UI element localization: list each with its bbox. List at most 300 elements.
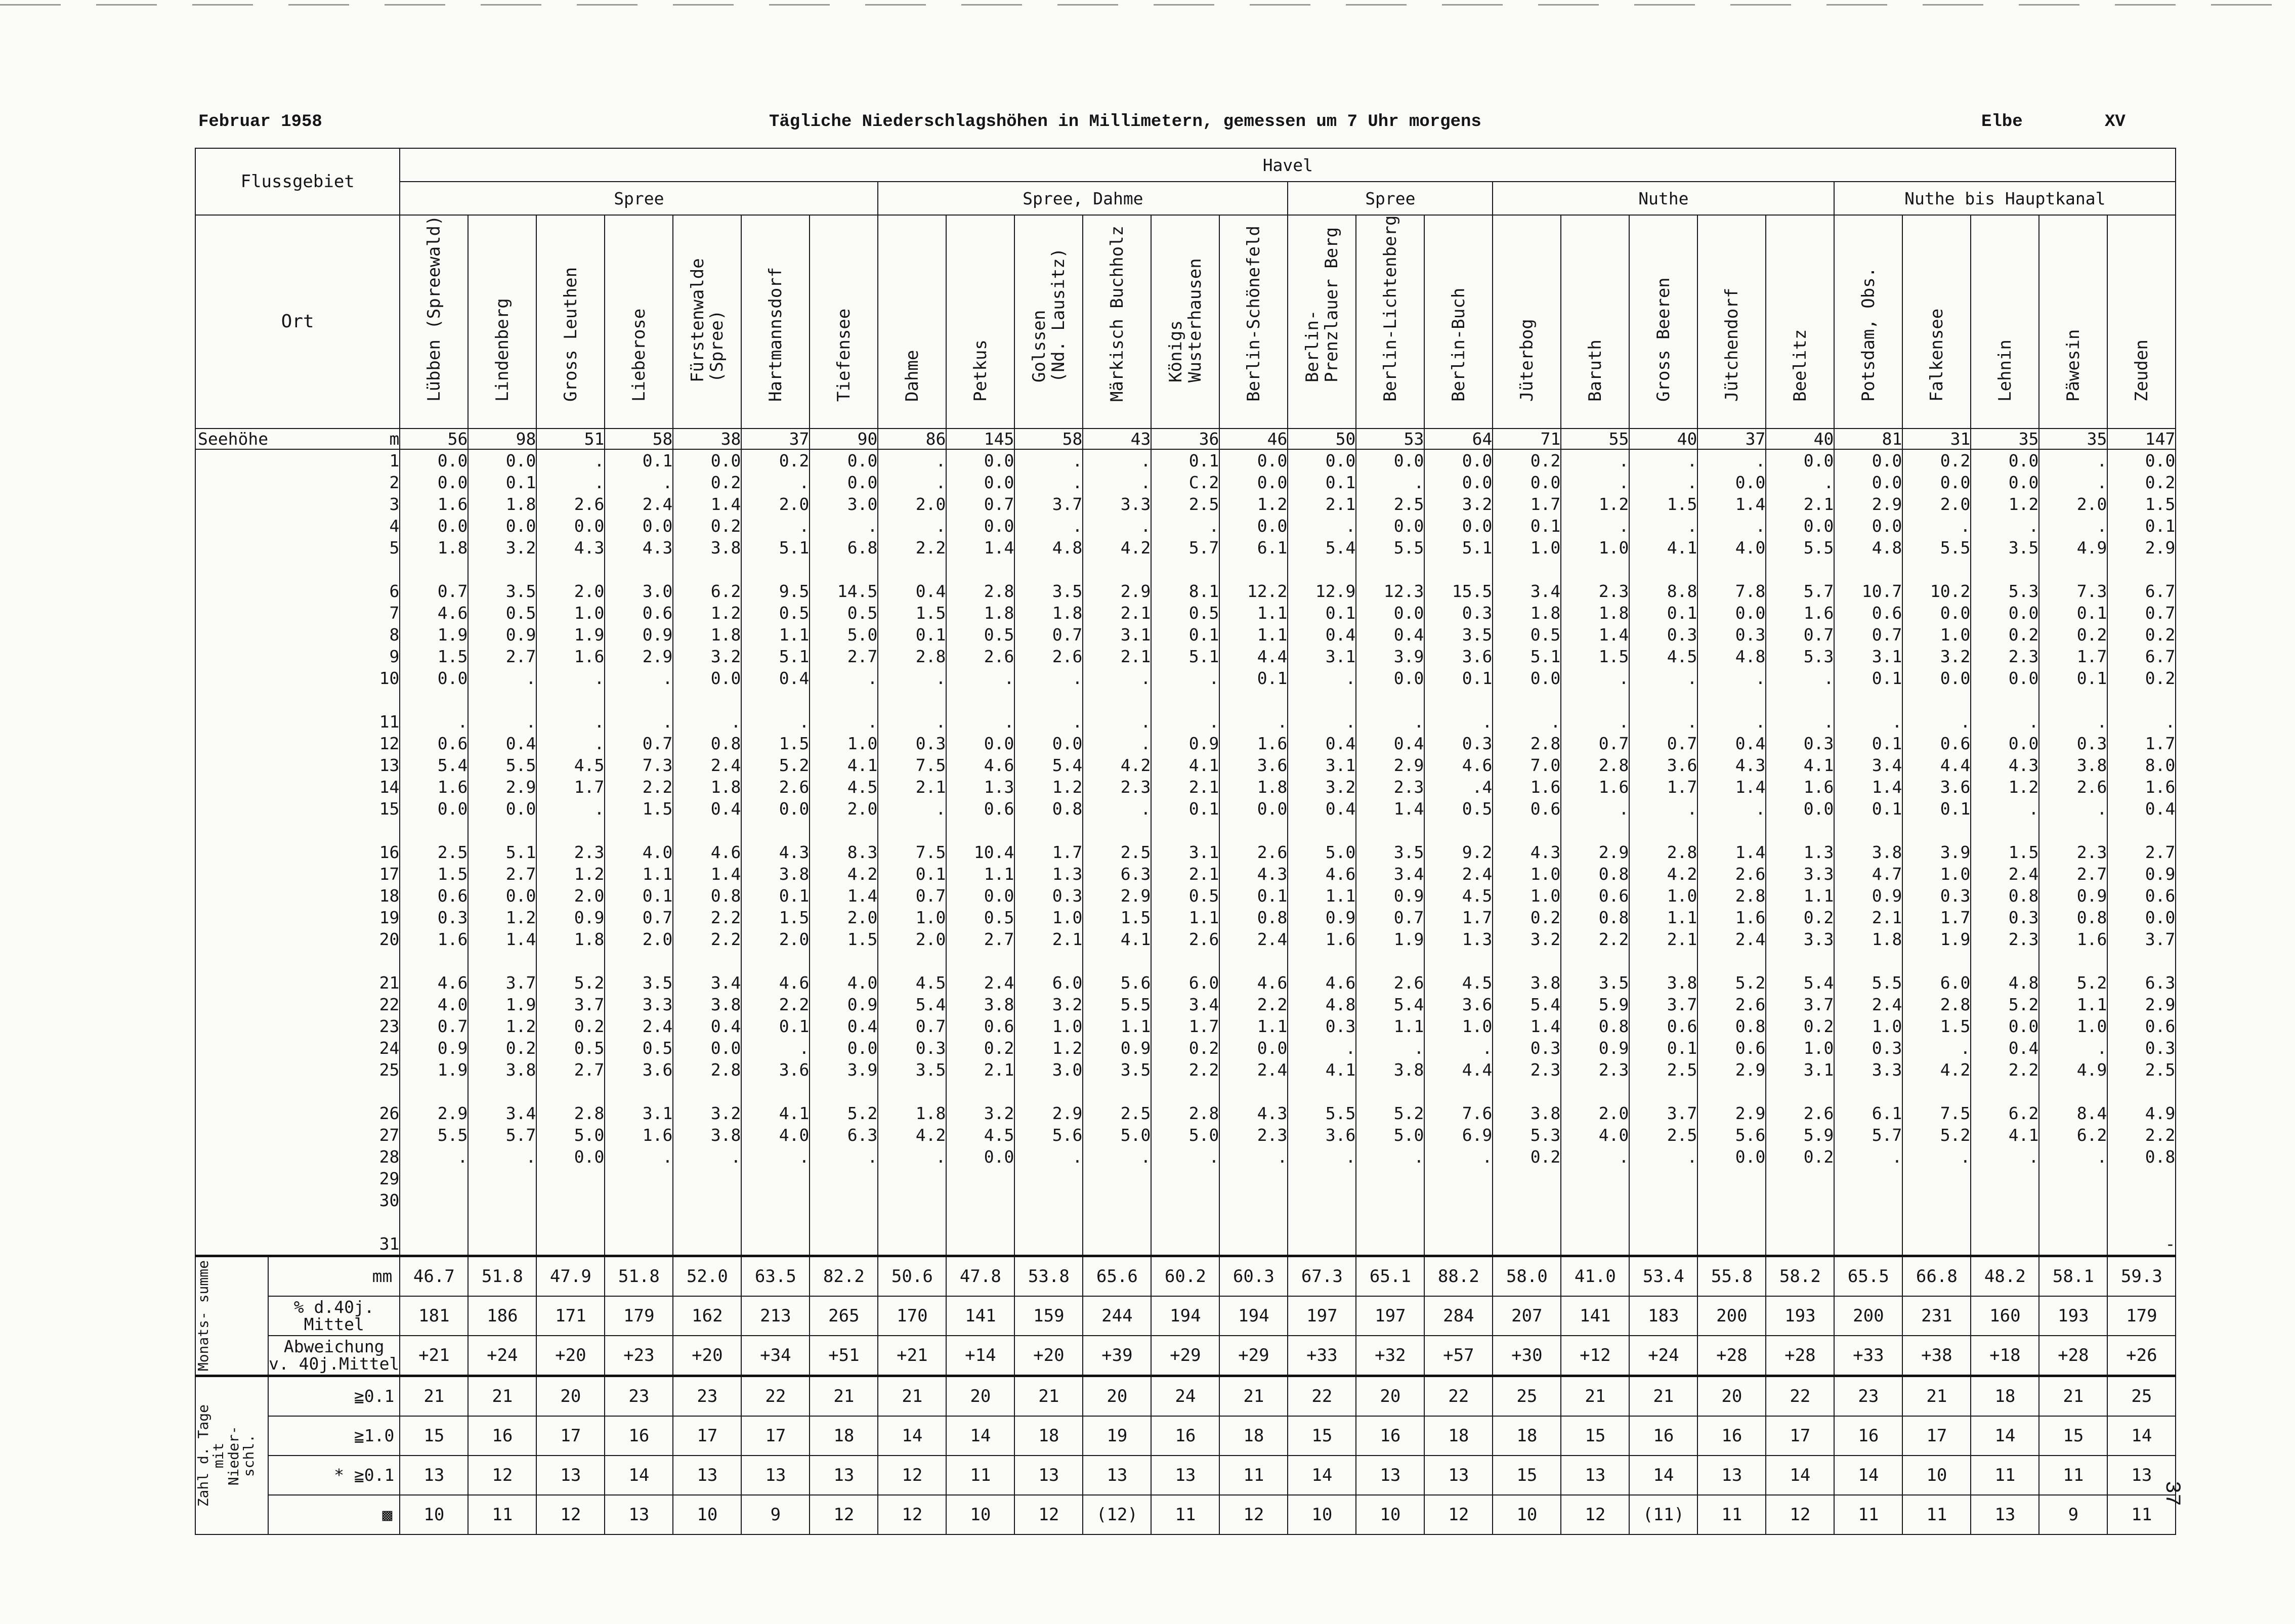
- station-name-11: [1151, 215, 1219, 429]
- station-d10: 16: [605, 1416, 673, 1456]
- station-snow: 11: [1971, 1456, 2039, 1495]
- station-name-16: [1493, 215, 1561, 429]
- station-hail: 9: [2039, 1495, 2107, 1534]
- station-name-text: Lübben (Spreewald): [423, 215, 444, 402]
- station-name-text: Berlin-Lichtenberg: [1380, 215, 1400, 402]
- station-elevation: 64: [1424, 429, 1493, 449]
- station-daily-values: 0.2 0.0 1.7 0.1 1.0 3.4 1.8 0.5 5.1 0.0 . 2.8 7.0 1.6 0.6 4.3 1.0 1.0 0.2 3.2 3.8 5.4 1.4 0.3 2.3 3.8 5.3 0.2: [1493, 449, 1561, 1256]
- station-snow: 13: [741, 1456, 810, 1495]
- station-abw: +14: [946, 1336, 1014, 1376]
- station-d10: 15: [1288, 1416, 1356, 1456]
- station-pct: 159: [1014, 1296, 1083, 1336]
- station-pct: 181: [400, 1296, 468, 1336]
- station-name-text: Tiefensee: [833, 308, 854, 402]
- station-snow: 14: [1834, 1456, 1902, 1495]
- station-name-24: [2039, 215, 2107, 429]
- seehoehe-label: Seehöhe: [195, 429, 268, 449]
- river-group-3: Nuthe: [1493, 182, 1834, 215]
- station-name-7: [878, 215, 946, 429]
- station-mm: 53.4: [1629, 1256, 1697, 1297]
- station-daily-values: . . 2.0 . 2.2 0.4 1.5 0.1 2.8 . . 0.3 7.5 2.1 . 7.5 0.1 0.7 1.0 2.0 4.5 5.4 0.7 0.3 3.5 1.8 4.2 .: [878, 449, 946, 1256]
- station-name-text: Gross Leuthen: [560, 267, 581, 402]
- station-name-22: [1902, 215, 1971, 429]
- station-snow: 13: [810, 1456, 878, 1495]
- station-daily-values: . . 3.7 . 4.8 3.5 1.8 0.7 2.6 . . 0.0 5.4 1.2 0.8 1.7 1.3 0.3 1.0 2.1 6.0 3.2 1.0 1.2 3.0 2.9 5.6 .: [1014, 449, 1083, 1256]
- station-hail: 12: [536, 1495, 605, 1534]
- station-abw: +28: [1766, 1336, 1834, 1376]
- station-mm: 82.2: [810, 1256, 878, 1297]
- station-abw: +38: [1902, 1336, 1971, 1376]
- station-daily-values: 0.2 0.0 2.0 . 5.5 10.2 0.0 1.0 3.2 0.0 . 0.6 4.4 3.6 0.1 3.9 1.0 0.3 1.7 1.9 6.0 2.8 1.5 . 4.2 7.5 5.2 .: [1902, 449, 1971, 1256]
- station-mm: 48.2: [1971, 1256, 2039, 1297]
- river-group-0: Spree: [400, 182, 878, 215]
- station-abw: +28: [1697, 1336, 1766, 1376]
- station-elevation: 36: [1151, 429, 1219, 449]
- station-elevation: 145: [946, 429, 1014, 449]
- station-hail: 13: [1971, 1495, 2039, 1534]
- monatssumme-label: Monats- summe: [195, 1256, 268, 1376]
- station-hail: 12: [810, 1495, 878, 1534]
- station-d01: 22: [741, 1376, 810, 1417]
- station-abw: +12: [1561, 1336, 1629, 1376]
- station-daily-values: 0.0 0.0 1.6 0.0 1.8 0.7 4.6 1.9 1.5 0.0 . 0.6 5.4 1.6 0.0 2.5 1.5 0.6 0.3 1.6 4.6 4.0 0.7 0.9 1.9 2.9 5.5 .: [400, 449, 468, 1256]
- station-d10: 15: [1561, 1416, 1629, 1456]
- header-basin: Elbe: [1981, 112, 2023, 132]
- station-name-12: [1219, 215, 1288, 429]
- station-d10: 19: [1083, 1416, 1151, 1456]
- station-pct: 179: [2107, 1296, 2176, 1336]
- station-abw: +30: [1493, 1336, 1561, 1376]
- abweichung-label: Abweichung v. 40j.Mittel: [268, 1336, 400, 1376]
- station-elevation: 40: [1629, 429, 1697, 449]
- station-elevation: 56: [400, 429, 468, 449]
- station-daily-values: . 0.0 1.4 . 4.0 7.8 0.0 0.3 4.8 . . 0.4 4.3 1.4 . 1.4 2.6 2.8 1.6 2.4 5.2 2.6 0.8 0.6 2.9 2.9 5.6 0.0: [1697, 449, 1766, 1256]
- station-pct: 200: [1834, 1296, 1902, 1336]
- station-d10: 18: [1493, 1416, 1561, 1456]
- station-abw: +51: [810, 1336, 878, 1376]
- station-name-text: Hartmannsdorf: [765, 267, 786, 402]
- station-elevation: 98: [468, 429, 536, 449]
- station-d01: 23: [1834, 1376, 1902, 1417]
- station-d01: 21: [400, 1376, 468, 1417]
- station-name-text: Fürstenwalde (Spree): [687, 258, 727, 382]
- station-d01: 21: [1014, 1376, 1083, 1417]
- station-daily-values: 0.0 0.0 3.2 0.0 5.1 15.5 0.3 3.5 3.6 0.1 . 0.3 4.6 .4 0.5 9.2 2.4 4.5 1.7 1.3 4.5 3.6 1.0 . 4.4 7.6 6.9 .: [1424, 449, 1493, 1256]
- station-abw: +39: [1083, 1336, 1151, 1376]
- station-hail: 12: [1424, 1495, 1493, 1534]
- station-daily-values: 0.2 . 2.0 . 5.1 9.5 0.5 1.1 5.1 0.4 . 1.5 5.2 2.6 0.0 4.3 3.8 0.1 1.5 2.0 4.6 2.2 0.1 . 3.6 4.1 4.0 .: [741, 449, 810, 1256]
- header-roman-numeral: XV: [2105, 112, 2126, 132]
- station-elevation: 51: [536, 429, 605, 449]
- station-name-14: [1356, 215, 1424, 429]
- station-mm: 41.0: [1561, 1256, 1629, 1297]
- station-hail: (12): [1083, 1495, 1151, 1534]
- station-elevation: 50: [1288, 429, 1356, 449]
- river-group-4: Nuthe bis Hauptkanal: [1834, 182, 2176, 215]
- station-name-2: [536, 215, 605, 429]
- station-mm: 47.9: [536, 1256, 605, 1297]
- station-name-19: [1697, 215, 1766, 429]
- station-name-15: [1424, 215, 1493, 429]
- station-name-25: [2107, 215, 2176, 429]
- station-name-text: Königs Wusterhausen: [1165, 258, 1205, 382]
- station-hail: 13: [605, 1495, 673, 1534]
- station-d01: 21: [1629, 1376, 1697, 1417]
- station-mm: 46.7: [400, 1256, 468, 1297]
- station-d01: 20: [536, 1376, 605, 1417]
- station-d01: 20: [1356, 1376, 1424, 1417]
- station-snow: 11: [946, 1456, 1014, 1495]
- station-d10: 17: [536, 1416, 605, 1456]
- station-abw: +20: [536, 1336, 605, 1376]
- station-mm: 58.1: [2039, 1256, 2107, 1297]
- station-snow: 14: [1766, 1456, 1834, 1495]
- station-d01: 21: [468, 1376, 536, 1417]
- top-rule: [0, 4, 2295, 6]
- station-pct: 265: [810, 1296, 878, 1336]
- station-hail: 10: [673, 1495, 741, 1534]
- station-daily-values: 0.0 0.0 1.2 . 3.5 5.3 0.0 0.2 2.3 0.0 . 0.0 4.3 1.2 . 1.5 2.4 0.8 0.3 2.3 4.8 5.2 0.0 0.4 2.2 6.2 4.1 .: [1971, 449, 2039, 1256]
- station-pct: 171: [536, 1296, 605, 1336]
- station-d10: 15: [2039, 1416, 2107, 1456]
- station-pct: 141: [946, 1296, 1014, 1336]
- ge10-label: ≧1.0: [268, 1416, 400, 1456]
- station-d10: 16: [1629, 1416, 1697, 1456]
- station-snow: 13: [1151, 1456, 1219, 1495]
- station-name-text: Jütchendorf: [1721, 287, 1742, 402]
- station-daily-values: . . 3.3 . 4.2 2.9 2.1 3.1 2.1 . . . 4.2 2.3 . 2.5 6.3 2.9 1.5 4.1 5.6 5.5 1.1 0.9 3.5 2.5 5.0 .: [1083, 449, 1151, 1256]
- station-elevation: 31: [1902, 429, 1971, 449]
- seehoehe-unit: m: [268, 429, 400, 449]
- station-name-text: Lehnin: [1994, 339, 2015, 402]
- station-pct: 207: [1493, 1296, 1561, 1336]
- station-d10: 16: [1697, 1416, 1766, 1456]
- station-daily-values: . . 2.0 . 4.9 7.3 0.1 0.2 1.7 0.1 . 0.3 3.8 2.6 . 2.3 2.7 0.9 0.8 1.6 5.2 1.1 1.0 . 4.9 8.4 6.2 .: [2039, 449, 2107, 1256]
- station-hail: 10: [1288, 1495, 1356, 1534]
- station-d10: 17: [741, 1416, 810, 1456]
- station-d01: 25: [1493, 1376, 1561, 1417]
- day-numbers: 1 2 3 4 5 6 7 8 9 10 11 12 13 14 15 16 17 18 19 20 21 22 23 24 25 26 27 28 29 30 31: [195, 449, 400, 1256]
- station-daily-values: . . 2.6 0.0 4.3 2.0 1.0 1.9 1.6 . . . 4.5 1.7 . 2.3 1.2 2.0 0.9 1.8 5.2 3.7 0.2 0.5 2.7 2.8 5.0 0.0: [536, 449, 605, 1256]
- station-mm: 65.1: [1356, 1256, 1424, 1297]
- ort-label: Ort: [195, 215, 400, 429]
- station-daily-values: 0.0 0.2 1.4 0.2 3.8 6.2 1.2 1.8 3.2 0.0 . 0.8 2.4 1.8 0.4 4.6 1.4 0.8 2.2 2.2 3.4 3.8 0.4 0.0 2.8 3.2 3.8 .: [673, 449, 741, 1256]
- havel-header: Havel: [400, 148, 2176, 182]
- station-mm: 47.8: [946, 1256, 1014, 1297]
- station-abw: +21: [400, 1336, 468, 1376]
- station-d01: 20: [946, 1376, 1014, 1417]
- station-hail: 10: [1493, 1495, 1561, 1534]
- station-elevation: 81: [1834, 429, 1902, 449]
- station-d10: 18: [1219, 1416, 1288, 1456]
- station-snow: 11: [2039, 1456, 2107, 1495]
- station-name-9: [1014, 215, 1083, 429]
- station-mm: 51.8: [605, 1256, 673, 1297]
- station-pct: 213: [741, 1296, 810, 1336]
- station-snow: 13: [673, 1456, 741, 1495]
- station-name-text: Dahme: [902, 350, 922, 402]
- station-name-text: Päwesin: [2063, 329, 2084, 402]
- station-d01: 20: [1083, 1376, 1151, 1417]
- station-elevation: 71: [1493, 429, 1561, 449]
- station-snow: 13: [1083, 1456, 1151, 1495]
- station-snow: 15: [1493, 1456, 1561, 1495]
- station-snow: 11: [1219, 1456, 1288, 1495]
- river-group-2: Spree: [1288, 182, 1493, 215]
- station-name-text: Zeuden: [2131, 339, 2152, 402]
- station-d01: 18: [1971, 1376, 2039, 1417]
- station-pct: 193: [2039, 1296, 2107, 1336]
- station-name-text: Berlin-Schönefeld: [1243, 226, 1264, 402]
- station-snow: 14: [1288, 1456, 1356, 1495]
- station-d01: 25: [2107, 1376, 2176, 1417]
- station-name-text: Lindenberg: [492, 298, 513, 402]
- station-hail: 12: [1766, 1495, 1834, 1534]
- station-hail: 11: [2107, 1495, 2176, 1534]
- station-d01: 21: [1561, 1376, 1629, 1417]
- station-snow: 14: [1629, 1456, 1697, 1495]
- station-abw: +29: [1151, 1336, 1219, 1376]
- station-pct: 186: [468, 1296, 536, 1336]
- station-mm: 60.2: [1151, 1256, 1219, 1297]
- station-d01: 21: [878, 1376, 946, 1417]
- station-name-18: [1629, 215, 1697, 429]
- station-name-1: [468, 215, 536, 429]
- station-elevation: 46: [1219, 429, 1288, 449]
- river-group-1: Spree, Dahme: [878, 182, 1288, 215]
- station-abw: +34: [741, 1336, 810, 1376]
- station-d01: 21: [810, 1376, 878, 1417]
- pct-label: % d.40j. Mittel: [268, 1296, 400, 1336]
- mm-label: mm: [268, 1256, 400, 1297]
- station-abw: +33: [1288, 1336, 1356, 1376]
- station-snow: 13: [400, 1456, 468, 1495]
- station-abw: +26: [2107, 1336, 2176, 1376]
- station-mm: 88.2: [1424, 1256, 1493, 1297]
- station-daily-values: 0.0 0.0 0.7 0.0 1.4 2.8 1.8 0.5 2.6 . . 0.0 4.6 1.3 0.6 10.4 1.1 0.0 0.5 2.7 2.4 3.8 0.6 0.2 2.1 3.2 4.5 0.0: [946, 449, 1014, 1256]
- station-d01: 21: [1219, 1376, 1288, 1417]
- station-d10: 17: [1902, 1416, 1971, 1456]
- station-d10: 16: [1834, 1416, 1902, 1456]
- station-name-4: [673, 215, 741, 429]
- station-name-8: [946, 215, 1014, 429]
- station-pct: 160: [1971, 1296, 2039, 1336]
- station-daily-values: 0.1 . 2.4 0.0 4.3 3.0 0.6 0.9 2.9 . . 0.7 7.3 2.2 1.5 4.0 1.1 0.1 0.7 2.0 3.5 3.3 2.4 0.5 3.6 3.1 1.6 .: [605, 449, 673, 1256]
- station-d01: 20: [1697, 1376, 1766, 1417]
- station-mm: 51.8: [468, 1256, 536, 1297]
- station-daily-values: 0.1 C.2 2.5 . 5.7 8.1 0.5 0.1 5.1 . . 0.9 4.1 2.1 0.1 3.1 2.1 0.5 1.1 2.6 6.0 3.4 1.7 0.2 2.2 2.8 5.0 .: [1151, 449, 1219, 1256]
- station-hail: 12: [878, 1495, 946, 1534]
- station-abw: +57: [1424, 1336, 1493, 1376]
- station-snow: 12: [468, 1456, 536, 1495]
- station-elevation: 35: [1971, 429, 2039, 449]
- station-name-3: [605, 215, 673, 429]
- station-d01: 23: [673, 1376, 741, 1417]
- station-hail: 11: [1834, 1495, 1902, 1534]
- station-daily-values: 0.0 0.0 3.0 . 6.8 14.5 0.5 5.0 2.7 . . 1.0 4.1 4.5 2.0 8.3 4.2 1.4 2.0 1.5 4.0 0.9 0.4 0.0 3.9 5.2 6.3 .: [810, 449, 878, 1256]
- station-hail: 11: [1151, 1495, 1219, 1534]
- station-pct: 244: [1083, 1296, 1151, 1336]
- station-abw: +23: [605, 1336, 673, 1376]
- header-title: Tägliche Niederschlagshöhen in Millimetern, gemessen um 7 Uhr morgens: [769, 112, 1481, 132]
- station-elevation: 53: [1356, 429, 1424, 449]
- station-snow: 13: [1356, 1456, 1424, 1495]
- station-mm: 67.3: [1288, 1256, 1356, 1297]
- hail-label: ▩: [268, 1495, 400, 1534]
- station-elevation: 40: [1766, 429, 1834, 449]
- station-abw: +18: [1971, 1336, 2039, 1376]
- station-name-text: Golssen (Nd. Lausitz): [1029, 247, 1069, 382]
- station-daily-values: 0.0 0.1 2.1 . 5.4 12.9 0.1 0.4 3.1 . . 0.4 3.1 3.2 0.4 5.0 4.6 1.1 0.9 1.6 4.6 4.8 0.3 . 4.1 5.5 3.6 .: [1288, 449, 1356, 1256]
- station-snow: 12: [878, 1456, 946, 1495]
- station-name-text: Berlin-Buch: [1448, 287, 1469, 402]
- station-elevation: 147: [2107, 429, 2176, 449]
- station-mm: 58.0: [1493, 1256, 1561, 1297]
- station-pct: 197: [1356, 1296, 1424, 1336]
- station-d10: 18: [810, 1416, 878, 1456]
- station-pct: 197: [1288, 1296, 1356, 1336]
- station-name-text: Gross Beeren: [1653, 277, 1674, 402]
- station-elevation: 37: [1697, 429, 1766, 449]
- station-d01: 24: [1151, 1376, 1219, 1417]
- station-d10: 18: [1424, 1416, 1493, 1456]
- station-elevation: 90: [810, 429, 878, 449]
- station-pct: 183: [1629, 1296, 1697, 1336]
- station-hail: 10: [946, 1495, 1014, 1534]
- station-abw: +20: [1014, 1336, 1083, 1376]
- station-elevation: 58: [605, 429, 673, 449]
- station-pct: 194: [1151, 1296, 1219, 1336]
- station-daily-values: 0.0 . 2.5 0.0 5.5 12.3 0.0 0.4 3.9 0.0 . 0.4 2.9 2.3 1.4 3.5 3.4 0.9 0.7 1.9 2.6 5.4 1.1 . 3.8 5.2 5.0 .: [1356, 449, 1424, 1256]
- header-month: Februar 1958: [198, 112, 322, 132]
- station-snow: 13: [1697, 1456, 1766, 1495]
- station-hail: 11: [1697, 1495, 1766, 1534]
- station-mm: 63.5: [741, 1256, 810, 1297]
- station-mm: 58.2: [1766, 1256, 1834, 1297]
- station-mm: 66.8: [1902, 1256, 1971, 1297]
- flussgebiet-label: Flussgebiet: [195, 148, 400, 215]
- station-daily-values: 0.0 0.0 1.2 0.0 6.1 12.2 1.1 1.1 4.4 0.1 . 1.6 3.6 1.8 0.0 2.6 4.3 0.1 0.8 2.4 4.6 2.2 1.1 0.0 2.4 4.3 2.3 .: [1219, 449, 1288, 1256]
- station-name-text: Potsdam, Obs.: [1858, 267, 1879, 402]
- station-elevation: 86: [878, 429, 946, 449]
- station-name-23: [1971, 215, 2039, 429]
- station-d10: 16: [1151, 1416, 1219, 1456]
- station-d10: 14: [878, 1416, 946, 1456]
- ge01-label: ≧0.1: [268, 1376, 400, 1417]
- station-elevation: 38: [673, 429, 741, 449]
- station-d10: 17: [1766, 1416, 1834, 1456]
- station-name-5: [741, 215, 810, 429]
- station-hail: 12: [1014, 1495, 1083, 1534]
- station-d01: 21: [1902, 1376, 1971, 1417]
- station-hail: 9: [741, 1495, 810, 1534]
- station-d01: 23: [605, 1376, 673, 1417]
- station-snow: 13: [1424, 1456, 1493, 1495]
- station-name-10: [1083, 215, 1151, 429]
- station-abw: +24: [1629, 1336, 1697, 1376]
- station-name-text: Berlin- Prenzlauer Berg: [1302, 227, 1342, 382]
- precipitation-table: [195, 148, 2176, 1535]
- station-elevation: 58: [1014, 429, 1083, 449]
- station-elevation: 43: [1083, 429, 1151, 449]
- station-d10: 14: [946, 1416, 1014, 1456]
- station-name-21: [1834, 215, 1902, 429]
- station-mm: 65.5: [1834, 1256, 1902, 1297]
- station-hail: 12: [1561, 1495, 1629, 1534]
- station-daily-values: 0.0 0.2 1.5 0.1 2.9 6.7 0.7 0.2 6.7 0.2 . 1.7 8.0 1.6 0.4 2.7 0.9 0.6 0.0 3.7 6.3 2.9 0.6 0.3 2.5 4.9 2.2 0.8 -: [2107, 449, 2176, 1256]
- station-snow: 10: [1902, 1456, 1971, 1495]
- station-name-text: Beelitz: [1790, 329, 1810, 402]
- station-name-text: Petkus: [970, 339, 991, 402]
- station-d10: 18: [1014, 1416, 1083, 1456]
- station-name-0: [400, 215, 468, 429]
- station-pct: 162: [673, 1296, 741, 1336]
- station-pct: 179: [605, 1296, 673, 1336]
- station-mm: 59.3: [2107, 1256, 2176, 1297]
- station-hail: 10: [1356, 1495, 1424, 1534]
- station-mm: 55.8: [1697, 1256, 1766, 1297]
- station-hail: 11: [1902, 1495, 1971, 1534]
- station-snow: 14: [605, 1456, 673, 1495]
- station-pct: 194: [1219, 1296, 1288, 1336]
- station-hail: 10: [400, 1495, 468, 1534]
- station-daily-values: 0.0 . 2.1 0.0 5.5 5.7 1.6 0.7 5.3 . . 0.3 4.1 1.6 0.0 1.3 3.3 1.1 0.2 3.3 5.4 3.7 0.2 1.0 3.1 2.6 5.9 0.2: [1766, 449, 1834, 1256]
- zahl-tage-label: Zahl d. Tage mit Nieder- schl.: [195, 1376, 268, 1535]
- station-d10: 15: [400, 1416, 468, 1456]
- station-abw: +24: [468, 1336, 536, 1376]
- station-snow: 13: [1014, 1456, 1083, 1495]
- station-name-text: Lieberose: [628, 308, 649, 402]
- station-snow: 13: [536, 1456, 605, 1495]
- station-hail: 11: [468, 1495, 536, 1534]
- station-mm: 60.3: [1219, 1256, 1288, 1297]
- station-d10: 14: [2107, 1416, 2176, 1456]
- station-d01: 22: [1288, 1376, 1356, 1417]
- station-pct: 193: [1766, 1296, 1834, 1336]
- station-daily-values: 0.0 0.0 2.9 0.0 4.8 10.7 0.6 0.7 3.1 0.1 . 0.1 3.4 1.4 0.1 3.8 4.7 0.9 2.1 1.8 5.5 2.4 1.0 0.3 3.3 6.1 5.7 .: [1834, 449, 1902, 1256]
- station-abw: +33: [1834, 1336, 1902, 1376]
- station-mm: 53.8: [1014, 1256, 1083, 1297]
- snow-label: * ≧0.1: [268, 1456, 400, 1495]
- station-mm: 52.0: [673, 1256, 741, 1297]
- station-d10: 16: [468, 1416, 536, 1456]
- station-abw: +32: [1356, 1336, 1424, 1376]
- station-elevation: 37: [741, 429, 810, 449]
- station-abw: +20: [673, 1336, 741, 1376]
- station-daily-values: . . 1.5 . 4.1 8.8 0.1 0.3 4.5 . . 0.7 3.6 1.7 . 2.8 4.2 1.0 1.1 2.1 3.8 3.7 0.6 0.1 2.5 3.7 2.5 .: [1629, 449, 1697, 1256]
- station-name-text: Jüterbog: [1516, 319, 1537, 402]
- station-snow: 13: [2107, 1456, 2176, 1495]
- station-d10: 17: [673, 1416, 741, 1456]
- station-pct: 200: [1697, 1296, 1766, 1336]
- station-d01: 21: [2039, 1376, 2107, 1417]
- station-name-6: [810, 215, 878, 429]
- station-pct: 141: [1561, 1296, 1629, 1336]
- station-name-20: [1766, 215, 1834, 429]
- station-daily-values: 0.0 0.1 1.8 0.0 3.2 3.5 0.5 0.9 2.7 . . 0.4 5.5 2.9 0.0 5.1 2.7 0.0 1.2 1.4 3.7 1.9 1.2 0.2 3.8 3.4 5.7 .: [468, 449, 536, 1256]
- station-pct: 231: [1902, 1296, 1971, 1336]
- station-d10: 14: [1971, 1416, 2039, 1456]
- station-d01: 22: [1766, 1376, 1834, 1417]
- station-d01: 22: [1424, 1376, 1493, 1417]
- station-snow: 13: [1561, 1456, 1629, 1495]
- station-name-text: Falkensee: [1926, 308, 1947, 402]
- station-pct: 284: [1424, 1296, 1493, 1336]
- station-mm: 65.6: [1083, 1256, 1151, 1297]
- station-d10: 16: [1356, 1416, 1424, 1456]
- station-elevation: 35: [2039, 429, 2107, 449]
- station-daily-values: . . 1.2 . 1.0 2.3 1.8 1.4 1.5 . . 0.7 2.8 1.6 . 2.9 0.8 0.6 0.8 2.2 3.5 5.9 0.8 0.9 2.3 2.0 4.0 .: [1561, 449, 1629, 1256]
